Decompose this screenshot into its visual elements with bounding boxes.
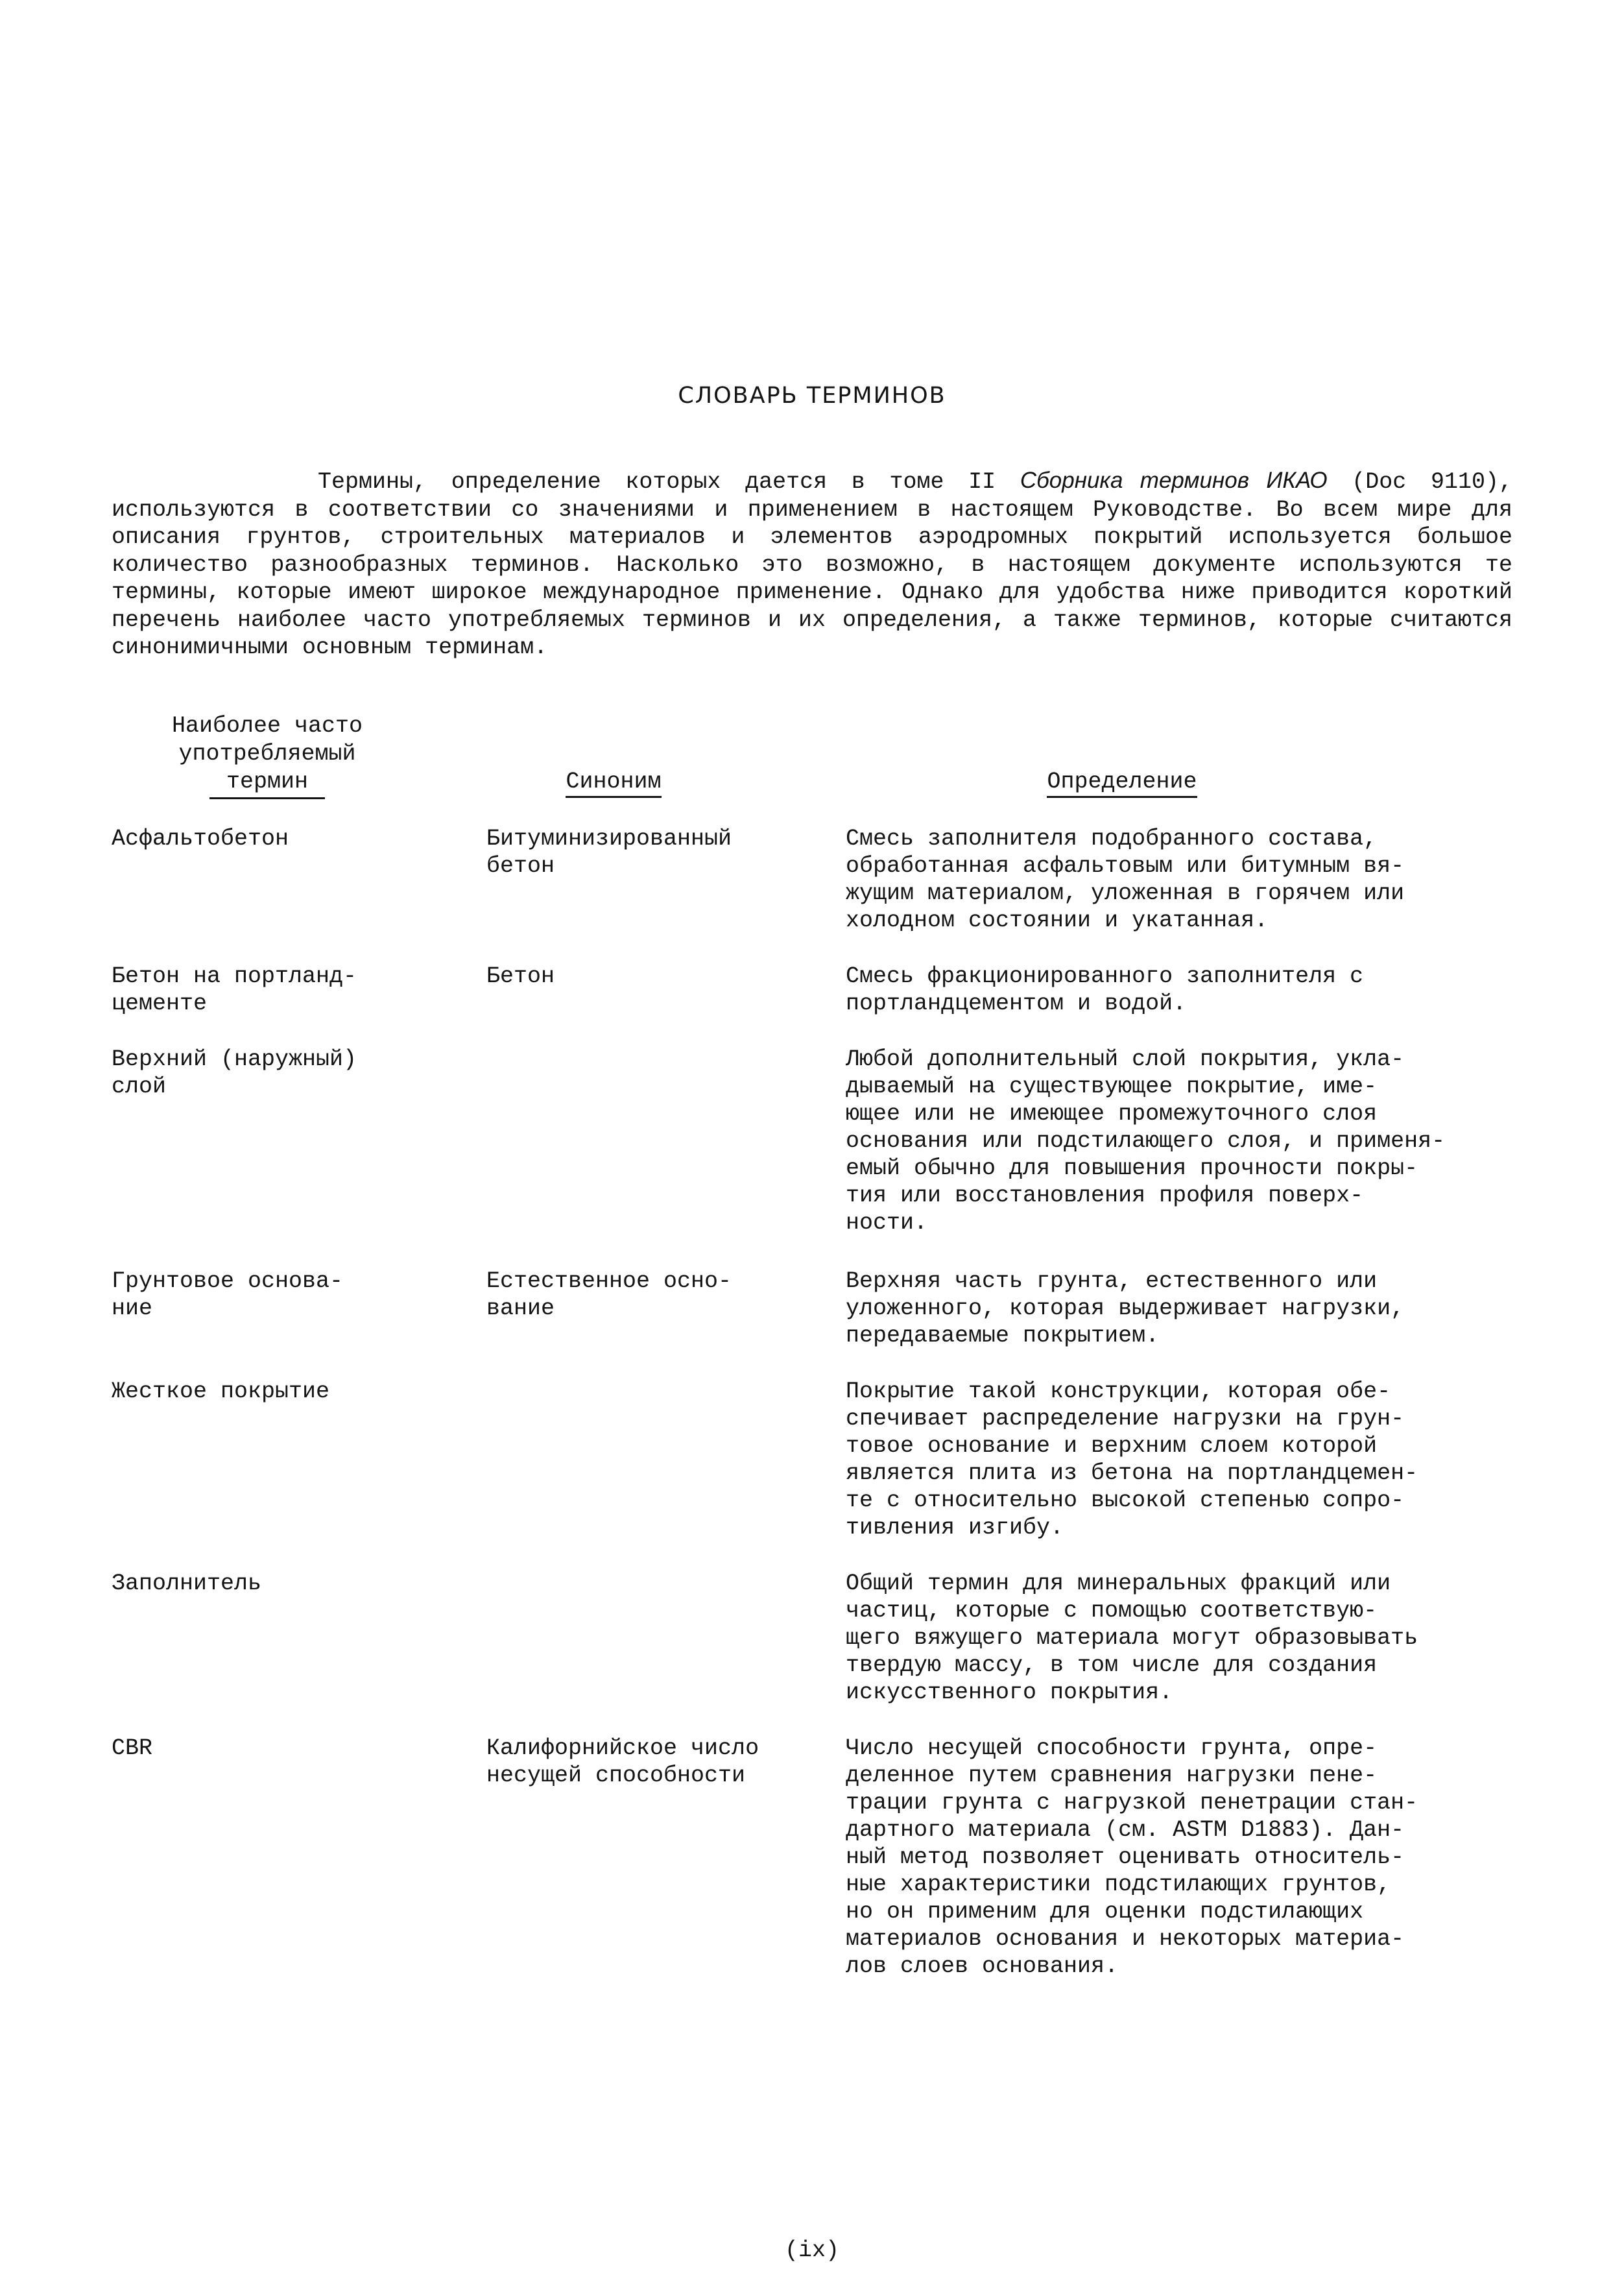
page-number: (ix) [784,2237,839,2263]
glossary-synonym: Калифорнийское число несущей способности [486,1735,759,1788]
glossary-synonym: Бетон [486,963,555,989]
glossary-term: Грунтовое основа- ние [112,1268,344,1321]
intro-reference-italic: Сборника терминов ИКАО [1020,468,1328,493]
glossary-term: Асфальтобетон [112,826,289,852]
glossary-term: Бетон на портланд- цементе [112,963,357,1017]
glossary-term: Жесткое покрытие [112,1379,330,1404]
intro-text-start: Термины, определение которых дается в томе II [318,469,1020,495]
glossary-definition: Любой дополнительный слой покрытия, укла- дываемый на существующее покрытие, име- ющее или не имеющее промежуточного слоя основания или подстилающего слоя, и применя- емый обычно для повышения прочности покры- тия или восстановления профиля поверх- ности. [846,1046,1446,1236]
glossary-definition: Смесь фракционированного заполнителя с портландцементом и водой. [846,963,1364,1017]
glossary-synonym: Естественное осно- вание [486,1268,732,1321]
column-header-term-line1: Наиболее часто [171,713,363,739]
column-header-term-line2: употребляемый [178,741,356,767]
glossary-definition: Общий термин для минеральных фракций или частиц, которые с помощью соответствую- щего вяжущего материала могут образовывать твердую массу, в том числе для создания искусственного покрытия. [846,1571,1418,1705]
glossary-term: CBR [112,1735,153,1761]
column-header-synonym-label: Синоним [566,769,661,798]
glossary-definition: Смесь заполнителя подобранного состава, обработанная асфальтовым или битумным вя- жущим материалом, уложенная в горячем или холодном состоянии и укатанная. [846,826,1405,933]
glossary-term: Заполнитель [112,1571,262,1596]
intro-text-rest: (Doc 9110), используются в соответствии со значениями и применением в настоящем Руководстве. Во всем мире для описания грунтов, строительных материалов и элементов аэродромных покрытий используется большое количество разнообразных терминов. Насколько это возможно, в настоящем документе используются те термины, которые имеют широкое международное применение. Однако для удобства ниже приводится короткий перечень наиболее часто употребляемых терминов и их определения, а также терминов, которые считаются синонимичными основным терминам. [112,469,1512,660]
glossary-definition: Верхняя часть грунта, естественного или уложенного, которая выдерживает нагрузки, передаваемые покрытием. [846,1268,1405,1349]
intro-paragraph [112,467,1512,662]
column-header-definition-label: Определение [1047,769,1197,798]
glossary-term: Верхний (наружный) слой [112,1046,357,1100]
glossary-definition: Покрытие такой конструкции, которая обе- спечивает распределение нагрузки на грун- товое основание и верхним слоем которой является плита из бетона на портландцемен- те с относительно высокой степенью сопро- тивления изгибу. [846,1379,1418,1541]
column-header-synonym [542,768,685,796]
glossary-definition: Число несущей способности грунта, опре- деленное путем сравнения нагрузки пене- трации грунта с нагрузкой пенетрации стан- дартного материала (см. ASTM D1883). Дан- ный метод позволяет оценивать относитель- ные характеристики подстилающих грунтов, но он применим для оценки подстилающих материалов основания и некоторых материа- лов слоев основания. [846,1735,1418,1979]
column-header-definition [1012,768,1232,796]
column-header-term-line3: термин [209,768,325,799]
page-title: СЛОВАРЬ ТЕРМИНОВ [678,383,946,409]
column-header-term [150,712,384,799]
glossary-synonym: Битуминизированный бетон [486,826,732,879]
